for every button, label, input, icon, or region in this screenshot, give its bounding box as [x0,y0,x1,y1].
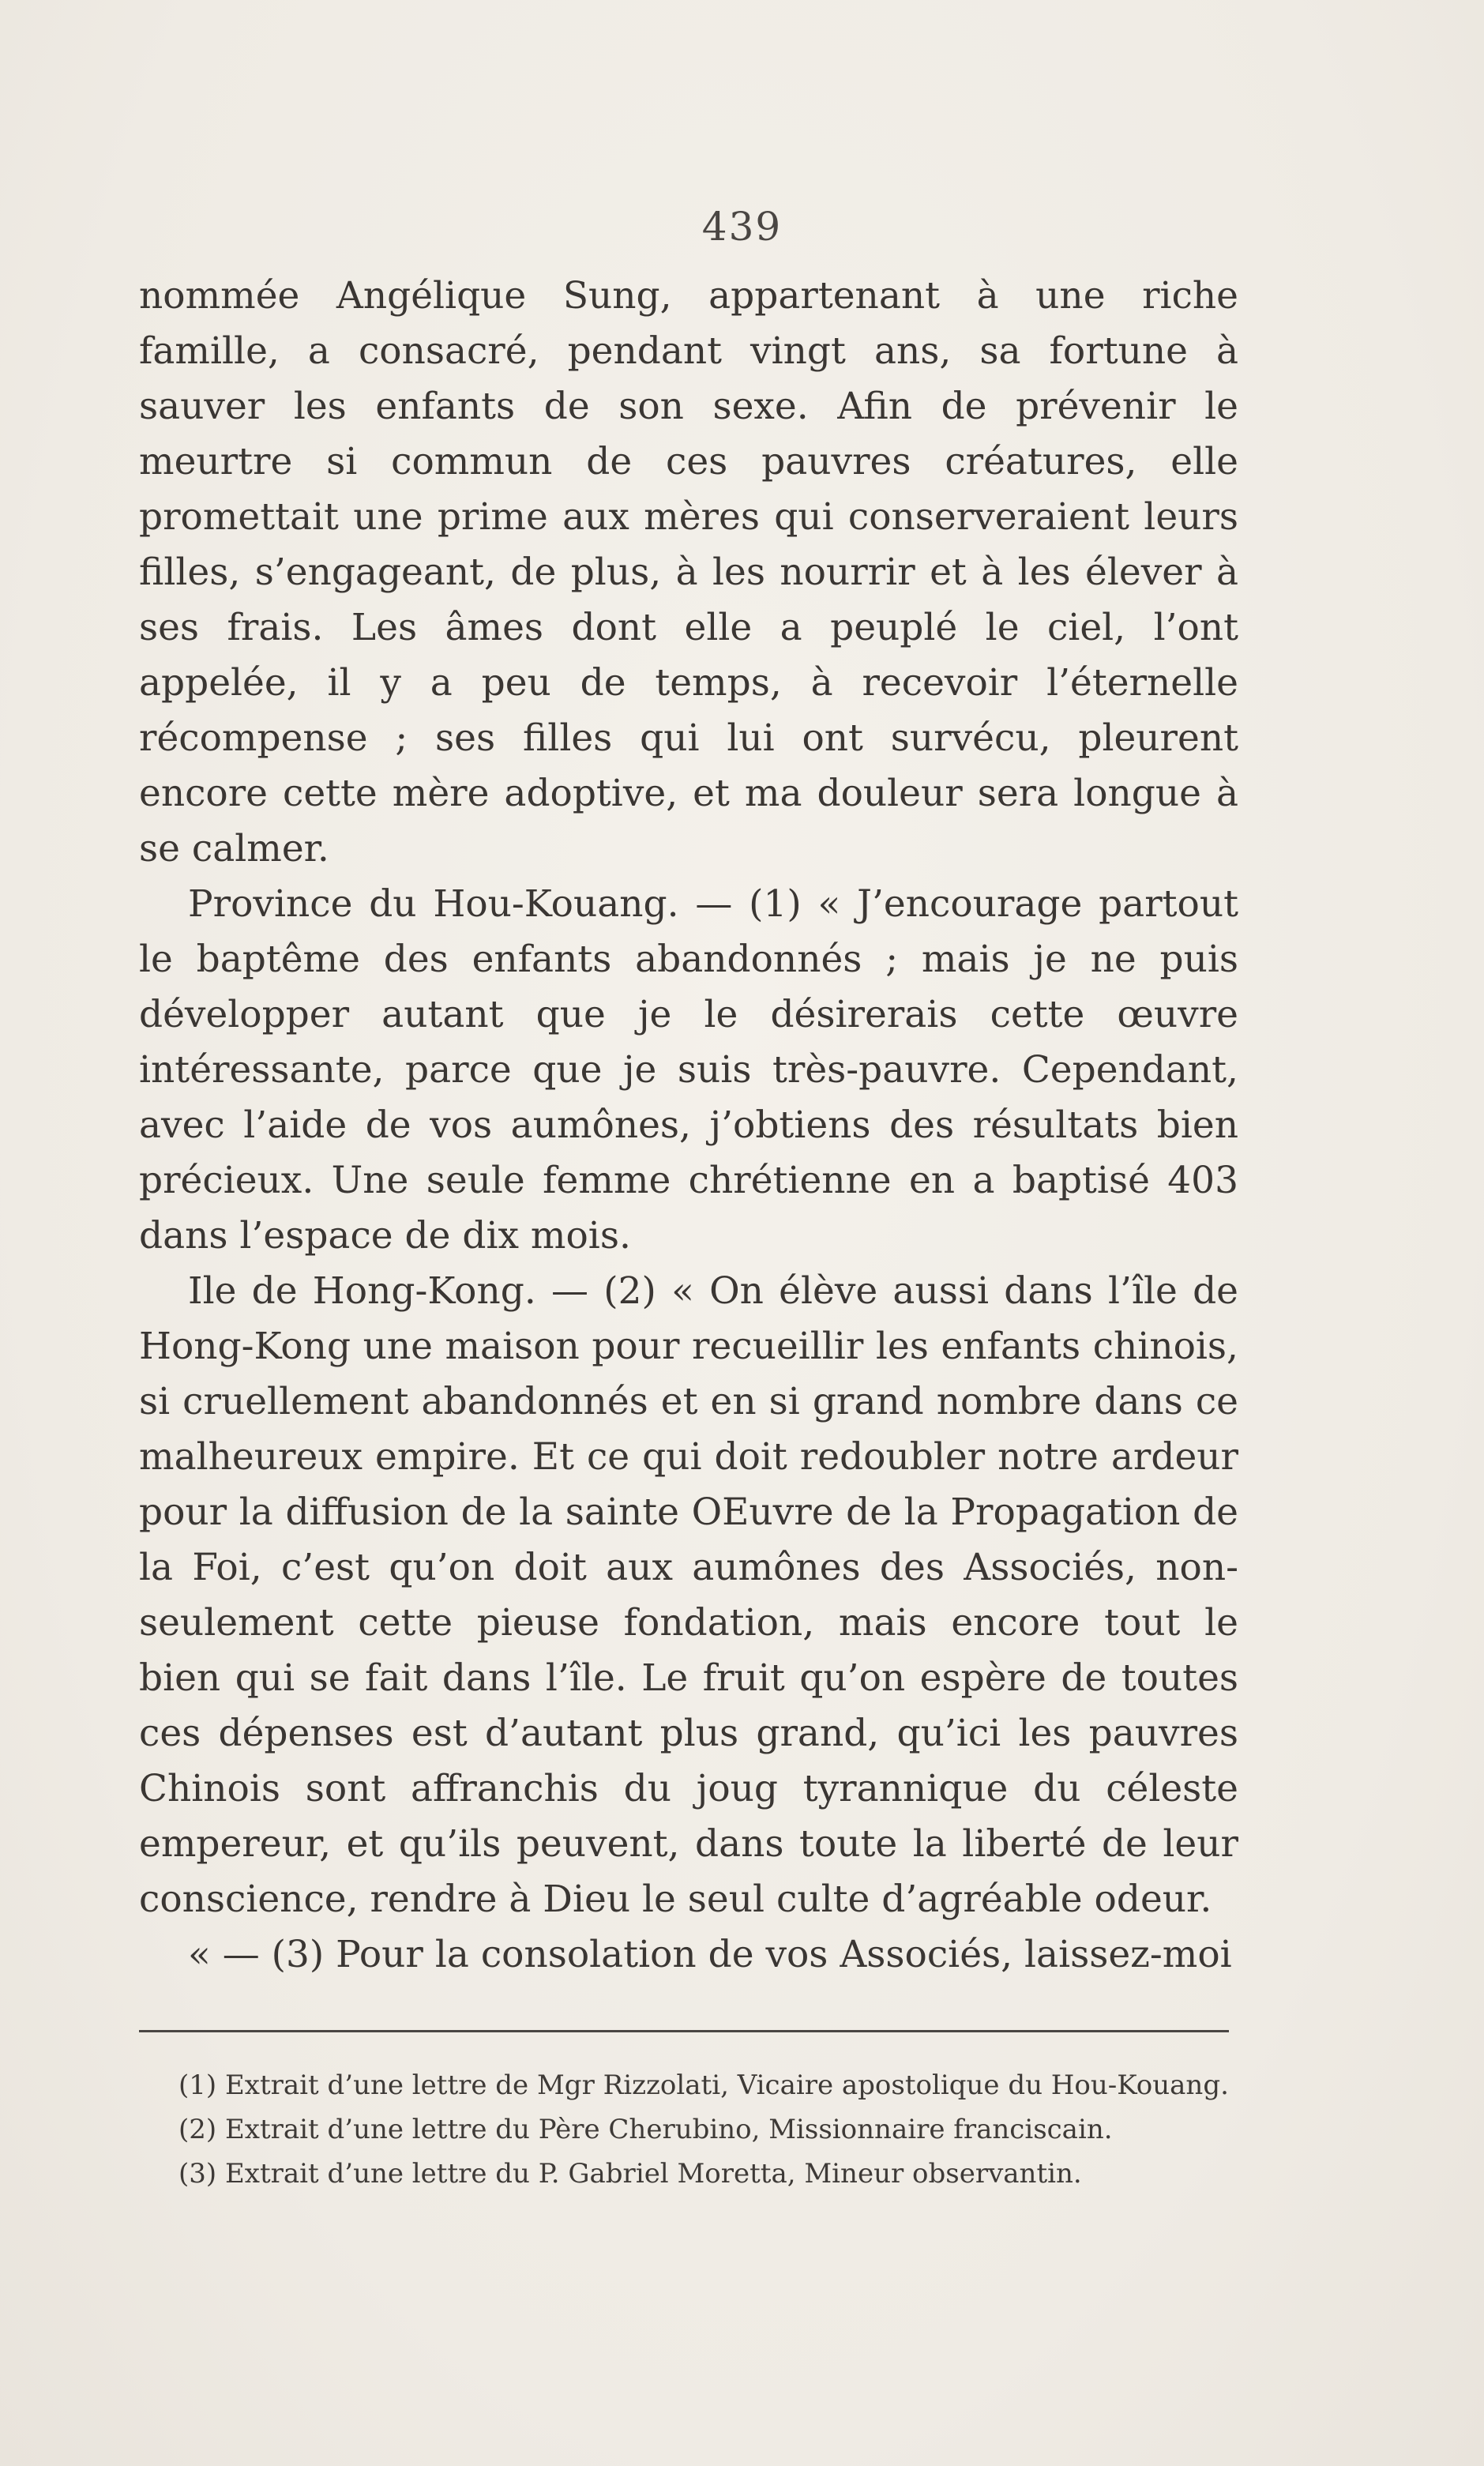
paragraph-hou-kouang: Province du Hou-Kouang. — (1) « J’encourage partout le baptême des enfants abandonnés ; mais je ne puis développer autant que je le désirerais cette œuvre intéressante, parce que je suis très-pauvre. Cependant, avec l’aide de vos aumônes, j’obtiens des résultats bien précieux. Une seule femme chrétienne en a baptisé 403 dans l’espace de dix mois. [139,882,1238,1257]
paragraph-consolation: « — (3) Pour la consolation de vos Associés, laissez-moi [188,1933,1232,1976]
paragraph-continuation: nommée Angélique Sung, appartenant à une riche famille, a consacré, pendant vingt ans, sa fortune à sauver les enfants de son sexe. Afin de prévenir le meurtre si commun de ces pauvres créatures, elle promettait une prime aux mères qui conserveraient leurs filles, s’engageant, de plus, à les nourrir et à les élever à ses frais. Les âmes dont elle a peuplé le ciel, l’ont appelée, il y a peu de temps, à recevoir l’éternelle récompense ; ses filles qui lui ont survécu, pleurent encore cette mère adoptive, et ma douleur sera longue à se calmer. [139,274,1238,870]
footnotes [139,2063,1229,2196]
footnote-1: (1) Extrait d’une lettre de Mgr Rizzolati, Vicaire apostolique du Hou-Kouang. [178,2069,1229,2101]
footnote-divider [139,2030,1229,2032]
footnote-3: (3) Extrait d’une lettre du P. Gabriel Moretta, Mineur observantin. [178,2158,1082,2190]
body-text [139,269,1238,1983]
footnote-2: (2) Extrait d’une lettre du Père Cherubino, Missionnaire franciscain. [178,2114,1113,2145]
paragraph-hong-kong: Ile de Hong-Kong. — (2) « On élève aussi dans l’île de Hong-Kong une maison pour recueillir les enfants chinois, si cruellement abandonnés et en si grand nombre dans ce malheureux empire. Et ce qui doit redoubler notre ardeur pour la diffusion de la sainte OEuvre de la Propagation de la Foi, c’est qu’on doit aux aumônes des Associés, non-seulement cette pieuse fondation, mais encore tout le bien qui se fait dans l’île. Le fruit qu’on espère de toutes ces dépenses est d’autant plus grand, qu’ici les pauvres Chinois sont affranchis du joug tyrannique du céleste empereur, et qu’ils peuvent, dans toute la liberté de leur conscience, rendre à Dieu le seul culte d’agréable odeur. [139,1269,1238,1921]
page-number: 439 [701,204,783,250]
